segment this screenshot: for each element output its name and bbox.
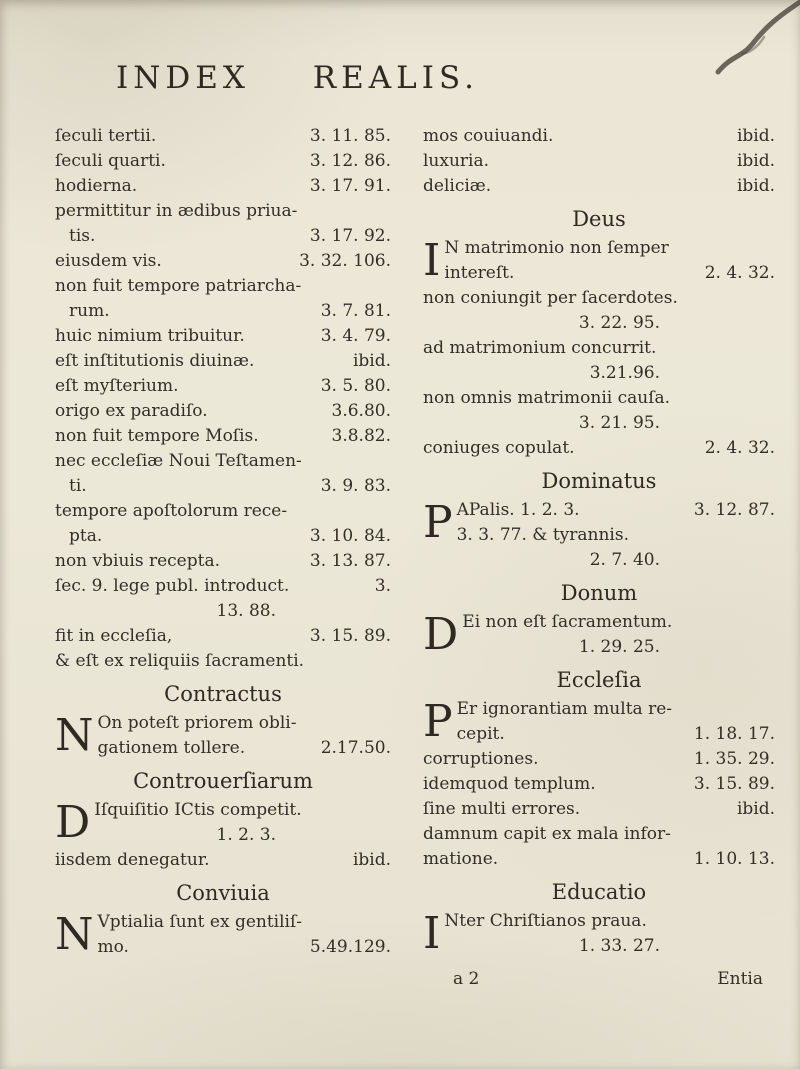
index-entry [55,124,391,149]
index-entry-dropcap [55,711,391,761]
entry-page-ref: ibid. [736,799,775,819]
index-entry [423,311,775,336]
index-entry [423,548,775,573]
page-title: INDEX REALIS. [116,60,479,96]
index-entry-dropcap [55,798,391,848]
index-entry [444,236,775,261]
index-entry [462,610,775,635]
index-entry [55,574,391,599]
entry-text: non fuit tempore patriarcha- [55,276,302,296]
index-entry [423,286,775,311]
drop-cap-letter: N [55,710,94,761]
index-entry [55,299,391,324]
dropcap-lines [457,697,775,747]
entry-page-ref: 2. 4. 32. [704,438,775,458]
index-entry [98,935,392,960]
entry-page-ref: 3.8.82. [331,426,391,446]
entry-page-ref: 3. 12. 87. [693,500,775,520]
section-heading: Dominatus [541,469,657,493]
index-entry [423,436,775,461]
drop-cap-letter: N [55,909,94,960]
entry-text: cepit. [456,724,505,744]
entry-page-ref: ibid. [736,126,775,146]
section-heading: Donum [560,581,638,605]
entry-text: fit in eccleſia, [55,626,173,646]
entry-text: nec eccleſiæ Noui Teſtamen- [55,451,302,471]
right-column [423,124,775,992]
dropcap-lines [457,498,775,548]
entry-text: huic nimium tribuitur. [55,326,245,346]
entry-text: APalis. 1. 2. 3. [456,500,580,520]
entry-text: ſeculi quarti. [55,151,166,171]
entry-text: non vbiuis recepta. [55,551,220,571]
index-entry [55,274,391,299]
entry-text: eiusdem vis. [55,251,162,271]
index-entry [55,149,391,174]
index-entry [55,624,391,649]
entry-text: eſt myſterium. [55,376,179,396]
index-entry [55,599,391,624]
index-entry [55,524,391,549]
entry-page-ref: 1. 33. 27. [578,936,660,956]
entry-text: non coniungit per ſacerdotes. [423,288,678,308]
dropcap-lines [98,711,392,761]
section-heading: Controuerſiarum [133,769,313,793]
dropcap-lines [462,610,775,660]
entry-page-ref: 3. 11. 85. [309,126,391,146]
index-entry [444,261,775,286]
entry-text: Iſquiſitio ICtis competit. [94,800,302,820]
entry-page-ref: 1. 29. 25. [578,637,660,657]
index-entry-dropcap [55,910,391,960]
entry-text: mo. [97,937,129,957]
index-entry-dropcap [423,697,775,747]
entry-text: tis. [69,226,96,246]
entry-page-ref: 1. 18. 17. [693,724,775,744]
entry-page-ref: 3. 17. 92. [309,226,391,246]
entry-text: Ei non eſt ſacramentum. [462,612,673,632]
index-entry [423,149,775,174]
entry-text: 3. 3. 77. & tyrannis. [456,525,629,545]
entry-page-ref: ibid. [352,351,391,371]
index-entry [55,449,391,474]
entry-text: ſine multi errores. [423,799,581,819]
entry-text: intereſt. [444,263,515,283]
entry-page-ref: 3. 12. 86. [309,151,391,171]
entry-page-ref: 1. 35. 29. [693,749,775,769]
index-entry [423,772,775,797]
entry-page-ref: 3.6.80. [331,401,391,421]
index-entry [55,199,391,224]
index-entry [55,424,391,449]
entry-text: ſeculi tertii. [55,126,157,146]
index-entry [55,549,391,574]
drop-cap-letter: I [423,235,441,286]
section-heading: Educatio [551,880,647,904]
section-heading: Contractus [164,682,282,706]
entry-text: ti. [69,476,87,496]
index-entry [94,798,391,823]
index-entry [55,224,391,249]
entry-page-ref: 3. 4. 79. [320,326,391,346]
index-entry [423,386,775,411]
entry-text: Nter Chriſtianos praua. [444,911,647,931]
entry-text: matione. [423,849,499,869]
index-entry [457,722,775,747]
dropcap-lines [94,798,391,848]
index-entry [423,336,775,361]
drop-cap-letter: P [423,696,453,747]
section-heading: Conviuia [176,881,270,905]
entry-page-ref: 13. 88. [216,601,276,621]
entry-text: ad matrimonium concurrit. [423,338,657,358]
index-entry [55,399,391,424]
entry-text: Vptialia ſunt ex gentiliſ- [97,912,303,932]
index-entry [423,411,775,436]
index-entry [423,124,775,149]
index-entry [457,498,775,523]
index-entry-dropcap [423,909,775,959]
entry-page-ref: ibid. [352,850,391,870]
entry-page-ref: 3. 9. 83. [320,476,391,496]
index-entry [55,474,391,499]
entry-text: On poteſt priorem obli- [97,713,297,733]
entry-text: iisdem denegatur. [55,850,210,870]
entry-text: permittitur in ædibus priua- [55,201,298,221]
entry-page-ref: ibid. [736,176,775,196]
entry-text: eſt inſtitutionis diuinæ. [55,351,255,371]
entry-text: non fuit tempore Moſis. [55,426,259,446]
entry-page-ref: 2. 7. 40. [589,550,660,570]
index-entry [98,736,392,761]
left-column [55,124,391,992]
entry-text: coniuges copulat. [423,438,575,458]
index-entry [98,711,392,736]
index-entry [55,249,391,274]
entry-text: luxuria. [423,151,490,171]
index-entry [98,910,392,935]
entry-text: tempore apoſtolorum rece- [55,501,288,521]
index-entry [457,523,775,548]
entry-page-ref: 3. 5. 80. [320,376,391,396]
entry-page-ref: 3. [374,576,391,596]
entry-text: idemquod templum. [423,774,596,794]
entry-text: gationem tollere. [97,738,246,758]
index-entry [55,374,391,399]
index-entry [444,909,775,934]
entry-page-ref: 1. 2. 3. [216,825,276,845]
entry-page-ref: 2. 4. 32. [704,263,775,283]
index-entry-dropcap [423,498,775,548]
entry-page-ref: 3. 15. 89. [693,774,775,794]
entry-text: mos couiuandi. [423,126,554,146]
entry-page-ref: 3. 21. 95. [578,413,660,433]
signature-line [423,967,775,992]
entry-text: ſec. 9. lege publ. introduct. [55,576,290,596]
entry-page-ref: 1. 10. 13. [693,849,775,869]
entry-text: corruptiones. [423,749,539,769]
entry-text: hodierna. [55,176,138,196]
entry-page-ref: 3.21.96. [589,363,660,383]
dropcap-lines [444,909,775,959]
drop-cap-letter: P [423,497,453,548]
entry-page-ref: 3. 22. 95. [578,313,660,333]
entry-page-ref: 3. 7. 81. [320,301,391,321]
index-entry [55,848,391,873]
entry-page-ref: ibid. [736,151,775,171]
index-entry [444,934,775,959]
entry-page-ref: 5.49.129. [309,937,391,957]
index-entry [423,822,775,847]
dropcap-lines [98,910,392,960]
index-entry [55,499,391,524]
entry-text: deliciæ. [423,176,492,196]
entry-text: damnum capit ex mala infor- [423,824,671,844]
entry-page-ref: 3. 17. 91. [309,176,391,196]
entry-text: rum. [69,301,110,321]
drop-cap-letter: D [55,797,91,848]
index-entry [55,174,391,199]
entry-text: & eſt ex reliquiis ſacramenti. [55,651,305,671]
index-entry [457,697,775,722]
drop-cap-letter: I [423,908,441,959]
index-entry-dropcap [423,610,775,660]
index-entry [55,349,391,374]
index-entry [423,847,775,872]
index-entry [423,174,775,199]
pen-stroke-mark [712,0,800,82]
index-entry [462,635,775,660]
entry-page-ref: 3. 13. 87. [309,551,391,571]
entry-text: non omnis matrimonii cauſa. [423,388,671,408]
section-heading: Eccleſia [556,668,642,692]
dropcap-lines [444,236,775,286]
index-entry [423,361,775,386]
index-entry [423,797,775,822]
index-entry-dropcap [423,236,775,286]
index-entry [423,747,775,772]
entry-text: N matrimonio non ſemper [444,238,669,258]
index-entry [55,649,391,674]
index-entry [94,823,391,848]
entry-page-ref: 3. 32. 106. [299,251,391,271]
entry-page-ref: 2.17.50. [320,738,391,758]
entry-text: pta. [69,526,103,546]
catchword: Entia [717,969,763,989]
entry-page-ref: 3. 15. 89. [309,626,391,646]
drop-cap-letter: D [423,609,459,660]
entry-text: Er ignorantiam multa re- [456,699,672,719]
index-entry [55,324,391,349]
index-columns [0,124,800,992]
entry-text: origo ex paradiſo. [55,401,208,421]
entry-page-ref: 3. 10. 84. [309,526,391,546]
section-heading: Deus [572,207,626,231]
signature-mark: a 2 [453,969,480,989]
